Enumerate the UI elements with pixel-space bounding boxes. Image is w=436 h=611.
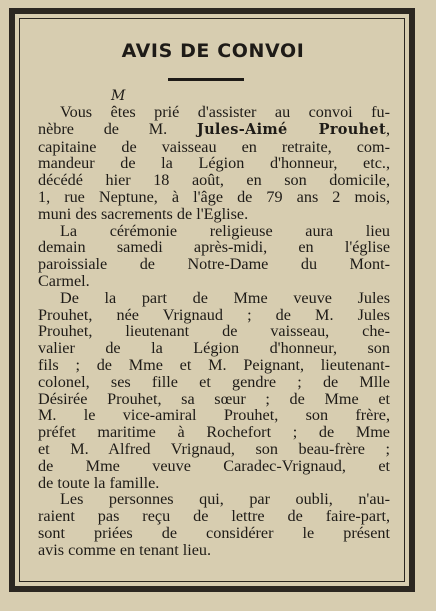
notice-line: De la part de Mme veuve Jules [60, 288, 390, 307]
notice-line: capitaine de vaisseau en retraite, com- [38, 137, 390, 156]
notice-title: AVIS DE CONVOI [121, 40, 305, 62]
notice-line: nèbre de M. Jules-Aimé Prouhet, [38, 119, 390, 138]
title-underline [168, 78, 244, 81]
notice-line: Carmel. [38, 271, 90, 290]
notice-line: paroissiale de Notre-Dame du Mont- [38, 255, 390, 274]
notice-line: raient pas reçu de lettre de faire-part, [38, 507, 390, 526]
notice-line: 1, rue Neptune, à l'âge de 79 ans 2 mois, [38, 187, 390, 206]
notice-line: colonel, ses fille et gendre ; de Mlle [38, 372, 390, 391]
notice-line: Désirée Prouhet, sa sœur ; de Mme et [38, 389, 390, 408]
notice-line: mandeur de la Légion d'honneur, etc., [38, 154, 390, 173]
notice-line: Prouhet, lieutenant de vaisseau, che- [38, 322, 390, 341]
notice-line: M. le vice-amiral Prouhet, son frère, [38, 406, 390, 425]
notice-line: Prouhet, née Vrignaud ; de M. Jules [38, 305, 390, 324]
notice-line: Les personnes qui, par oubli, n'au- [60, 490, 390, 509]
notice-line: muni des sacrements de l'Eglise. [38, 204, 249, 223]
deceased-name: Jules-Aimé Prouhet [196, 120, 386, 138]
notice-line: Vous êtes prié d'assister au convoi fu- [60, 103, 390, 121]
notice-line: La cérémonie religieuse aura lieu [60, 221, 390, 240]
notice-line: et M. Alfred Vrignaud, son beau-frère ; [38, 439, 390, 458]
notice-line: préfet maritime à Rochefort ; de Mme [38, 423, 390, 442]
notice-line: décédé hier 18 août, en son domicile, [38, 171, 390, 190]
notice-body [38, 104, 390, 559]
salutation: M [111, 88, 126, 104]
notice-line: sont priées de considérer le présent [38, 523, 390, 542]
notice-line: de toute la famille. [38, 473, 160, 492]
notice-line: de Mme veuve Caradec-Vrignaud, et [38, 456, 390, 475]
notice-line: fils ; de Mme et M. Peignant, lieutenant- [38, 355, 390, 374]
notice-line: avis comme en tenant lieu. [38, 540, 212, 559]
notice-line: demain samedi après-midi, en l'église [38, 238, 390, 257]
notice-line: valier de la Légion d'honneur, son [38, 339, 390, 358]
